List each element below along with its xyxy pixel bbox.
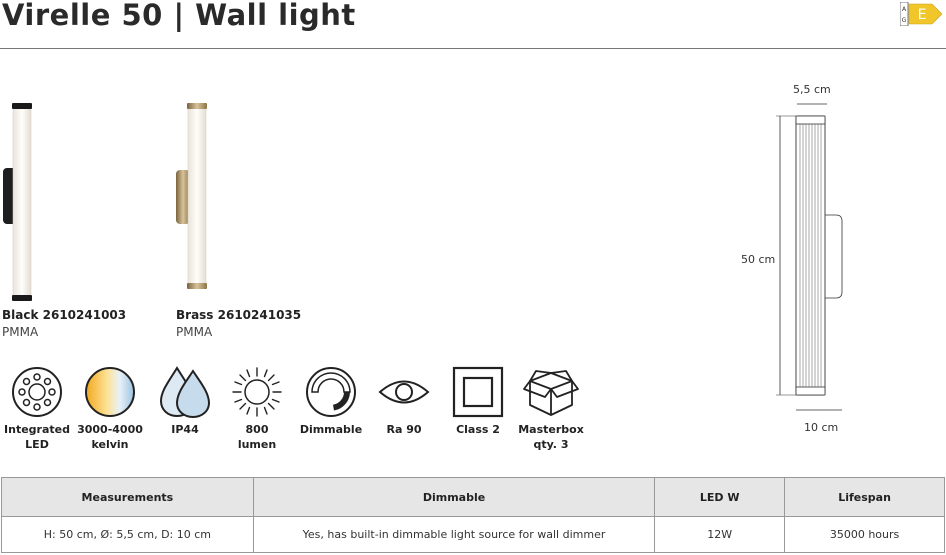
feature-color-temperature [70,365,150,451]
eye-icon [377,365,431,419]
feature-ra90 [364,365,444,436]
header-dimmable: Dimmable [253,478,655,517]
water-drops-icon [155,365,215,419]
variant-black-label: Black 2610241003 [2,308,127,322]
energy-class: E [917,7,927,23]
feature-lumen [217,365,297,451]
page-title: Virelle 50 | Wall light [2,0,356,32]
spec-table [1,477,945,553]
feature-label: Dimmable [299,423,363,436]
integrated-led-icon [10,365,64,419]
table-header-row [2,478,945,517]
feature-masterbox [511,365,591,451]
cell-dimmable: Yes, has built-in dimmable light source for wall dimmer [253,517,655,553]
class2-icon [451,365,505,419]
svg-text:A: A [901,6,907,13]
product-image-brass [170,100,210,292]
variant-black-material: PMMA [2,325,39,339]
feature-label: Class 2 [456,423,500,436]
dimension-width: 5,5 cm [793,83,831,96]
feature-ip44 [145,365,225,436]
feature-label: Masterbox qty. 3 [518,423,584,451]
cell-measurements: H: 50 cm, Ø: 5,5 cm, D: 10 cm [2,517,254,553]
feature-label: Ra 90 [386,423,422,436]
header-lifespan: Lifespan [785,478,945,517]
dimmable-icon [304,365,358,419]
feature-label: 800 lumen [237,423,277,451]
box-icon [522,365,580,419]
dimension-depth: 10 cm [804,421,839,434]
table-row [2,517,945,553]
dimension-drawing [770,100,860,420]
feature-class2 [438,365,518,436]
feature-integrated-led [0,365,77,451]
feature-dimmable [291,365,371,436]
sun-icon [230,365,284,419]
header-led-w: LED W [655,478,785,517]
header-divider [0,48,946,49]
energy-label-icon [900,2,944,26]
feature-label: Integrated LED [4,423,70,451]
cell-lifespan: 35000 hours [785,517,945,553]
feature-label: IP44 [171,423,199,436]
variant-brass-material: PMMA [176,325,213,339]
product-image-black [0,100,40,305]
variant-brass-label: Brass 2610241035 [176,308,302,322]
svg-text:G: G [901,17,907,24]
cell-led-w: 12W [655,517,785,553]
header-measurements: Measurements [2,478,254,517]
color-temperature-icon [83,365,137,419]
dimension-height: 50 cm [741,253,776,266]
feature-label: 3000-4000 kelvin [77,423,143,451]
